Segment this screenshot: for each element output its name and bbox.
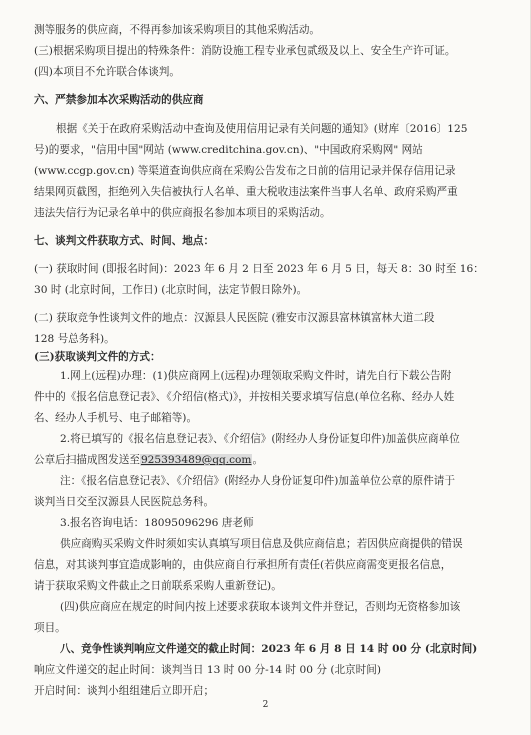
text-line: 谈判当日交至汉源县人民医院总务科。 (34, 496, 215, 508)
text-line: 128 号总务科)。 (34, 333, 115, 345)
text-line: (二) 获取竞争性谈判文件的地点：汉源县人民医院 (雅安市汉源县富林镇富林大道二段 (34, 312, 435, 324)
text-line: 1.网上(远程)办理：(1)供应商网上(远程)办理领取采购文件时，请先自行下载公告附 (60, 370, 452, 382)
text-line: 请于获取采购文件截止之日前联系采购人重新登记)。 (34, 580, 282, 592)
text-line: 号)的要求，"信用中国"网站 (www.creditchina.gov.cn)、"中国政府采购网" 网站 (34, 144, 423, 156)
text-line-email (34, 453, 498, 467)
text-line: (四)供应商应在规定的时间内按上述要求获取本谈判文件并登记，否则均无资格参加该 (60, 601, 461, 613)
text-line: 供应商购买采购文件时须如实认真填写项目信息及供应商信息；若因供应商提供的错误 (60, 538, 463, 550)
text-line: (www.ccgp.gov.cn) 等渠道查询供应商在采购公告发布之日前的信用记录并保存信用记录 (34, 165, 456, 177)
text-line: 名、经办人手机号、电子邮箱等)。 (34, 412, 198, 424)
text-line: 信息，对其谈判事宜造成影响的，由供应商自行承担所有责任(若供应商需变更报名信息， (34, 559, 452, 571)
page-number: 2 (262, 700, 269, 710)
text-line: 违法失信行为记录名单中的供应商报名参加本项目的采购活动。 (34, 207, 331, 219)
text-line: (四)本项目不允许联合体谈判。 (34, 66, 180, 78)
text-line: 响应文件递交的起止时间：谈判当日 13 时 00 分-14 时 00 分 (北京时间) (34, 664, 381, 676)
text-line: 项目。 (34, 622, 66, 634)
text-line: 开启时间：谈判小组组建后立即开启； (34, 685, 215, 697)
text-segment: 公章后扫描成图发送至 (34, 454, 140, 466)
section-heading-7: 七、谈判文件获取方式、时间、地点： (34, 235, 215, 247)
text-line: 测等服务的供应商，不得再参加该采购项目的其他采购活动。 (34, 24, 321, 36)
contact-phone-line: 3.报名咨询电话：18095096296 唐老师 (60, 517, 254, 529)
text-line: 注：《报名信息登记表》、《介绍信》(附经办人身份证复印件)加盖单位公章的原件请于 (60, 475, 455, 487)
text-line: 根据《关于在政府采购活动中查询及使用信用记录有关问题的通知》(财库〔2016〕125 (56, 123, 468, 135)
text-line: 件中的《报名信息登记表》、《介绍信(格式)》，并按相关要求填写信息(单位名称、经办人姓 (34, 391, 455, 403)
text-segment: 。 (252, 454, 264, 466)
text-line: 30 时 (北京时间，工作日) (北京时间，法定节假日除外)。 (34, 284, 308, 296)
text-line: 2.将已填写的《报名信息登记表》、《介绍信》(附经办人身份证复印件)加盖供应商单位 (60, 433, 460, 445)
section-heading-8: 八、竞争性谈判响应文件递交的截止时间：2023 年 6 月 8 日 14 时 00 分 (北京时间) (60, 643, 478, 655)
email-link[interactable]: 925393489@qq.com (140, 454, 252, 466)
text-line: 结果网页截图，拒绝列入失信被执行人名单、重大税收违法案件当事人名单、政府采购严重 (34, 186, 458, 198)
text-line: (三)根据采购项目提出的特殊条件：消防设施工程专业承包贰级及以上、安全生产许可证。 (34, 45, 456, 57)
section-heading-6: 六、严禁参加本次采购活动的供应商 (34, 94, 204, 106)
text-line: (一) 获取时间 (即报名时间)：2023 年 6 月 2 日至 2023 年 6 月 5 日，每天 8：30 时至 16： (34, 263, 484, 275)
subsection-heading: (三)获取谈判文件的方式： (34, 351, 161, 363)
